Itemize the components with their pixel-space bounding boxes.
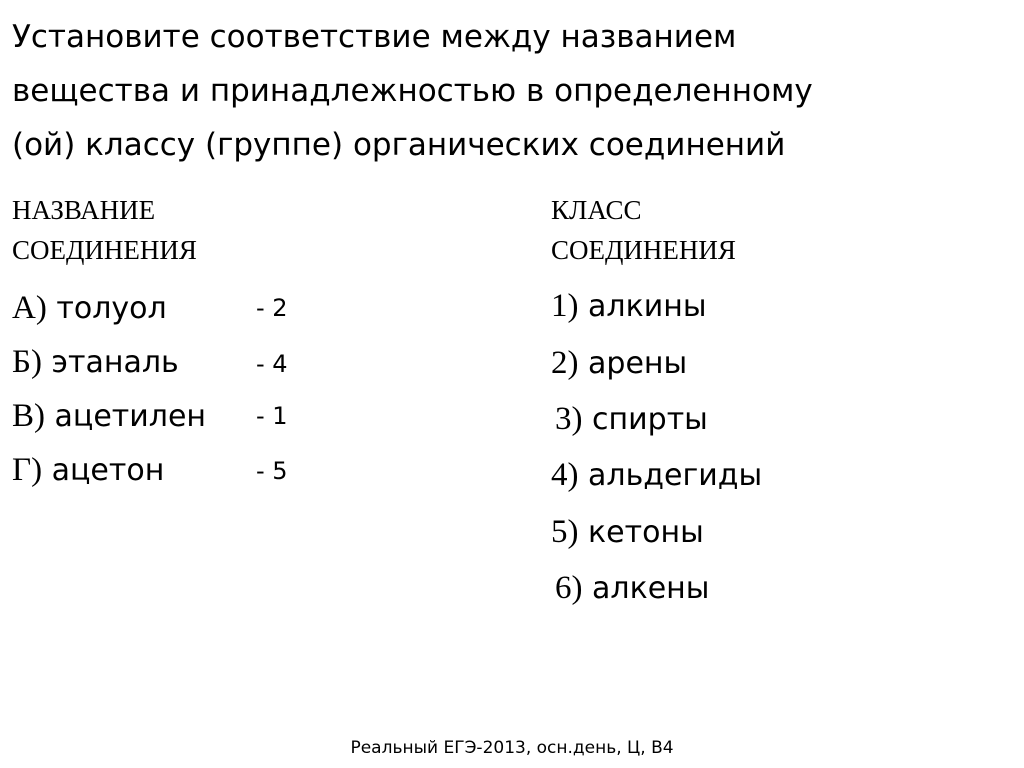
class-item (555, 568, 709, 609)
compound-letter: Г) (12, 452, 43, 488)
compound-name: ацетилен (54, 399, 207, 434)
header-line: КЛАСС (551, 195, 642, 225)
class-name: арены (588, 346, 688, 381)
task-title-line: вещества и принадлежностью в определенному (12, 73, 813, 109)
class-name: кетоны (588, 515, 704, 550)
compound-answer: - 2 (256, 294, 288, 322)
compound-name-header (12, 190, 197, 270)
class-name: альдегиды (588, 458, 763, 493)
compound-item (12, 396, 206, 437)
header-line: СОЕДИНЕНИЯ (12, 235, 197, 265)
header-line: СОЕДИНЕНИЯ (551, 235, 736, 265)
compound-answer: - 4 (256, 350, 288, 378)
class-name: алкены (592, 571, 710, 606)
compound-name: толуол (56, 291, 167, 326)
source-footer: Реальный ЕГЭ-2013, осн.день, Ц, В4 (350, 738, 674, 758)
compound-letter: А) (12, 290, 47, 326)
compound-name: ацетон (51, 453, 165, 488)
compound-answer: - 1 (256, 402, 288, 430)
class-number: 5) (551, 514, 579, 550)
task-title-line: Установите соответствие между названием (12, 19, 737, 55)
compound-name: этаналь (51, 345, 179, 380)
compound-item (12, 288, 167, 329)
class-name: спирты (592, 402, 708, 437)
compound-answer: - 5 (256, 457, 288, 485)
task-title (12, 10, 1012, 172)
class-item (551, 286, 707, 327)
class-item (555, 399, 708, 440)
compound-item (12, 450, 164, 491)
class-number: 3) (555, 401, 583, 437)
class-number: 1) (551, 288, 579, 324)
class-number: 2) (551, 345, 579, 381)
class-number: 6) (555, 570, 583, 606)
header-line: НАЗВАНИЕ (12, 195, 156, 225)
class-number: 4) (551, 457, 579, 493)
class-item (551, 455, 762, 496)
compound-letter: В) (12, 398, 45, 434)
class-item (551, 343, 687, 384)
compound-class-header (551, 190, 736, 270)
class-name: алкины (588, 289, 707, 324)
class-item (551, 512, 704, 553)
compound-item (12, 342, 179, 383)
task-title-line: (ой) классу (группе) органических соединений (12, 127, 786, 163)
compound-letter: Б) (12, 344, 42, 380)
